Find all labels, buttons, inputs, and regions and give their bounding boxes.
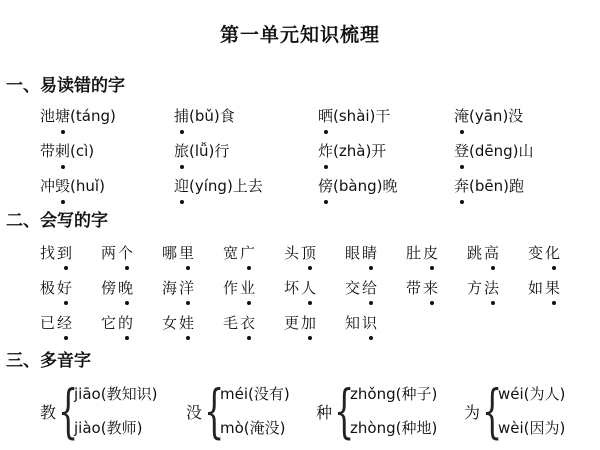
word-item: 坏人 — [284, 276, 345, 300]
word-item: 海洋 — [162, 276, 223, 300]
misread-item: 迎(yíng)上去 — [174, 174, 318, 199]
misread-item: 淹(yān)没 — [454, 104, 600, 129]
word-item: 它的 — [101, 311, 162, 335]
word-item: 交给 — [345, 276, 406, 300]
left-brace-icon: { — [58, 377, 79, 445]
left-brace-icon: { — [334, 377, 355, 445]
word-item: 更加 — [284, 311, 345, 335]
left-brace-icon: { — [482, 377, 503, 445]
page-title: 第一单元知识梳理 — [219, 24, 380, 46]
word-item: 哪里 — [162, 241, 223, 265]
word-item: 带来 — [406, 276, 467, 300]
polyphone-char: 种 — [316, 402, 333, 422]
word-item: 宽广 — [223, 241, 284, 265]
word-item: 如果 — [528, 276, 589, 300]
polyphone-reading: jiào(教师) — [74, 419, 143, 437]
misread-item: 炸(zhà)开 — [318, 139, 454, 164]
misread-item: 奔(bēn)跑 — [454, 174, 600, 199]
misread-item: 旅(lǚ)行 — [174, 139, 318, 164]
word-item: 方法 — [467, 276, 528, 300]
polyphone-reading: méi(没有) — [220, 385, 290, 403]
polyphone-reading: wèi(因为) — [498, 419, 566, 437]
section-heading-writable: 二、会写的字 — [6, 211, 108, 231]
polyphone-reading: wéi(为人) — [498, 385, 566, 403]
writable-word-list — [40, 241, 600, 335]
misread-item: 带刺(cì) — [40, 139, 174, 164]
word-item: 知识 — [345, 311, 406, 335]
misread-item: 登(dēng)山 — [454, 139, 600, 164]
word-item: 作业 — [223, 276, 284, 300]
misread-item: 晒(shài)干 — [318, 104, 454, 129]
polyphone-group — [186, 377, 290, 445]
polyphone-char: 没 — [186, 402, 203, 422]
section-heading-misread: 一、易读错的字 — [6, 76, 125, 96]
word-item: 极好 — [40, 276, 101, 300]
misread-item: 池塘(táng) — [40, 104, 174, 129]
polyphone-reading: mò(淹没) — [220, 419, 286, 437]
polyphone-reading: zhòng(种地) — [350, 419, 438, 437]
word-item: 找到 — [40, 241, 101, 265]
misread-item: 捕(bǔ)食 — [174, 104, 318, 129]
section-heading-polyphones: 三、多音字 — [6, 351, 91, 371]
word-item: 傍晚 — [101, 276, 162, 300]
polyphone-group — [464, 377, 566, 445]
word-item: 女娃 — [162, 311, 223, 335]
polyphone-group — [40, 377, 158, 445]
misread-item: 傍(bàng)晚 — [318, 174, 454, 199]
word-item: 肚皮 — [406, 241, 467, 265]
misread-list — [40, 104, 600, 199]
polyphone-reading: zhǒng(种子) — [350, 385, 438, 403]
word-item: 两个 — [101, 241, 162, 265]
word-item: 已经 — [40, 311, 101, 335]
misread-item: 冲毁(huǐ) — [40, 174, 174, 199]
polyphone-char: 教 — [40, 402, 57, 422]
left-brace-icon: { — [204, 377, 225, 445]
word-item: 眼睛 — [345, 241, 406, 265]
polyphone-char: 为 — [464, 402, 481, 422]
word-item: 头顶 — [284, 241, 345, 265]
word-item: 变化 — [528, 241, 589, 265]
polyphone-group — [316, 377, 438, 445]
word-item: 跳高 — [467, 241, 528, 265]
word-item: 毛衣 — [223, 311, 284, 335]
polyphone-reading: jiāo(教知识) — [74, 385, 158, 403]
